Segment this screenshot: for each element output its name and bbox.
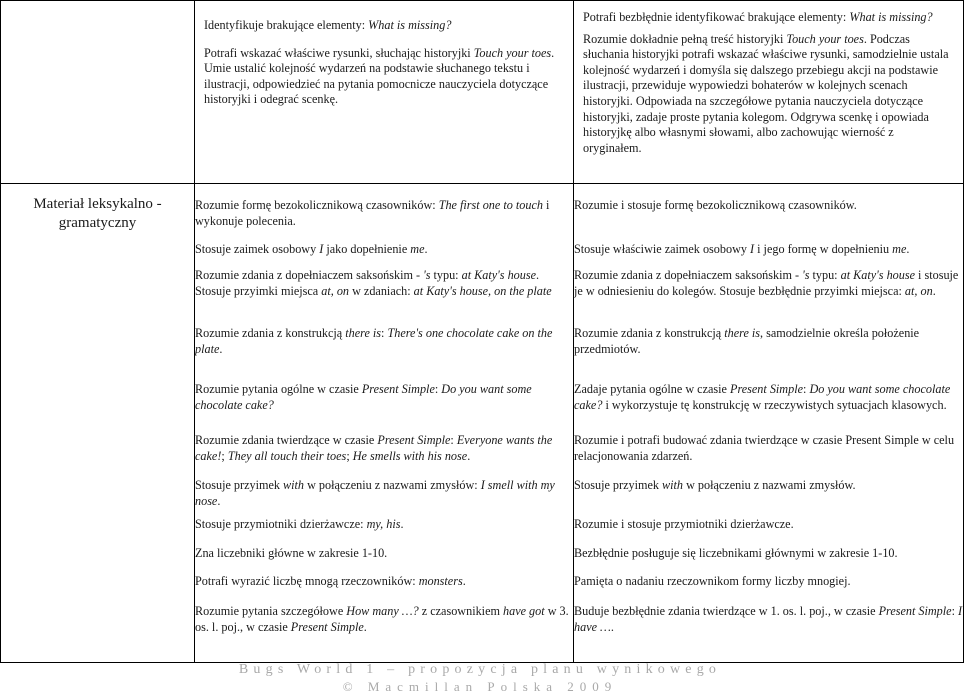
text-fragment: w 3. os. l. poj., w czasie [195, 604, 569, 634]
text-fragment: Stosuje przyimek [195, 478, 284, 492]
text-fragment: . [400, 517, 404, 531]
italic-phrase: He smells with his nose [352, 448, 468, 463]
text-fragment: . [932, 283, 936, 298]
text-fragment: i stosuje je w odniesieniu do kolegów. Stosuje bezbłędnie przyimki miejsca: [574, 268, 959, 298]
text-fragment: Zadaje pytania ogólne w czasie [574, 382, 730, 396]
text-fragment: Rozumie i stosuje formę bezokolicznikową czasowników. [574, 198, 857, 212]
text-fragment: . [906, 242, 910, 256]
text-fragment: jako dopełnienie [323, 242, 411, 256]
grammar-item-extended [574, 198, 963, 214]
italic-phrase: Present Simple [878, 604, 952, 618]
grammar-item-basic [195, 326, 573, 357]
grammar-item-basic [195, 604, 573, 635]
grammar-item-extended [574, 604, 963, 635]
italic-phrase: with [662, 478, 684, 492]
italic-phrase: Touch your toes [473, 45, 552, 60]
italic-phrase: Present Simple [290, 619, 364, 634]
requirements-basic-cell [195, 1, 574, 184]
text-fragment: Rozumie pytania ogólne w czasie [195, 382, 362, 396]
grammar-item-basic [195, 433, 573, 464]
text-fragment: . [467, 448, 471, 463]
text-fragment: . Stosuje przyimki miejsca [195, 268, 540, 298]
text-fragment: : [450, 433, 457, 447]
text-fragment: : [803, 382, 810, 396]
text-fragment: Rozumie zdania z konstrukcją [574, 326, 725, 340]
grammar-item-basic [195, 574, 573, 590]
text-block [583, 32, 953, 157]
italic-phrase: How many …? [346, 604, 419, 618]
text-fragment: . [363, 619, 367, 634]
italic-phrase: at Katy's house, on the plate [413, 283, 552, 298]
text-block [583, 10, 953, 26]
text-fragment: Rozumie formę bezokolicznikową czasowników: [195, 198, 439, 212]
italic-phrase: monsters [418, 574, 463, 588]
text-fragment: Rozumie zdania twierdzące w czasie [195, 433, 378, 447]
italic-phrase: I have … [574, 604, 963, 634]
text-fragment: Rozumie dokładnie pełną treść historyjki [583, 31, 787, 46]
text-fragment: i wykonuje polecenia. [195, 198, 550, 228]
italic-phrase: me [410, 242, 425, 256]
italic-phrase: They all touch their toes [227, 448, 347, 463]
grammar-item-extended [574, 242, 963, 258]
italic-phrase: Everyone wants the cake! [195, 433, 553, 463]
text-fragment: : [381, 326, 388, 340]
italic-phrase: What is missing? [849, 10, 933, 24]
text-fragment: . Umie ustalić kolejność wydarzeń na podstawie słuchanego tekstu i ilustracji, odpowiedzieć na pytania pomocnicze nauczyciela dotyczące historyjki i odegrać scenkę. [204, 45, 555, 107]
text-fragment: . Podczas słuchania historyjki potrafi wskazać właściwe rysunki, samodzielnie ustala kolejność wydarzeń i domyśla się dalszego przebiegu akcji na podstawie ilustracji, przewiduje wypowiedzi bohaterów w kolejnych scenach historyjki. Odpowiada na szczegółowe pytania nauczyciela dotyczące historyjki, zadaje proste pytania kolegom. Odgrywa scenkę i opowiada historyjkę albo własnymi słowami, albo zachowując wierność z oryginałem. [583, 31, 949, 155]
text-fragment: i jego formę w dopełnieniu [754, 242, 893, 256]
text-fragment: z czasownikiem [418, 604, 503, 618]
grammar-item-extended [574, 546, 963, 562]
grammar-item-extended [574, 517, 963, 533]
italic-phrase: at, on [904, 283, 933, 298]
text-fragment: Bezbłędnie posługuje się liczebnikami głównymi w zakresie 1-10. [574, 546, 898, 560]
italic-phrase: at, on [321, 283, 350, 298]
grammar-item-extended [574, 478, 963, 494]
grammar-item-basic [195, 546, 573, 562]
text-fragment: Potrafi bezbłędnie identyfikować brakujące elementy: [583, 10, 850, 24]
text-fragment: Pamięta o nadaniu rzeczownikom formy liczby mnogiej. [574, 574, 851, 588]
requirements-basic-cell [195, 184, 574, 663]
italic-phrase: with [283, 478, 305, 492]
grammar-item-basic [195, 517, 573, 533]
italic-phrase: 's [423, 268, 431, 282]
text-fragment: Buduje bezbłędnie zdania twierdzące w 1. os. l. poj., w czasie [574, 604, 879, 618]
italic-phrase: The first one to touch [438, 198, 543, 212]
italic-phrase: me [892, 242, 907, 256]
text-fragment: w połączeniu z nazwami zmysłów. [683, 478, 856, 492]
text-fragment: Stosuje właściwie zaimek osobowy [574, 242, 751, 256]
grammar-item-basic [195, 198, 573, 229]
text-fragment: , samodzielnie określa położenie przedmiotów. [574, 326, 920, 356]
text-fragment: Potrafi wyrazić liczbę mnogą rzeczowników: [195, 574, 419, 588]
italic-phrase: Do you want some chocolate cake? [574, 382, 951, 412]
text-fragment: Stosuje przymiotniki dzierżawcze: [195, 517, 367, 531]
italic-phrase: Present Simple [730, 382, 803, 396]
text-fragment: Rozumie zdania z konstrukcją [195, 326, 346, 340]
italic-phrase: I [750, 242, 755, 256]
text-block [204, 18, 563, 34]
text-fragment: . [610, 619, 614, 634]
italic-phrase: What is missing? [368, 18, 452, 32]
italic-phrase: Do you want some chocolate cake? [195, 382, 532, 412]
category-cell-empty [1, 1, 195, 184]
italic-phrase: I [319, 242, 324, 256]
text-fragment: Rozumie zdania z dopełniaczem saksońskim - [195, 268, 424, 282]
text-fragment: Stosuje zaimek osobowy [195, 242, 320, 256]
text-block [204, 46, 563, 108]
italic-phrase: Touch your toes [786, 31, 864, 46]
text-fragment: : [434, 382, 442, 396]
text-fragment: typu: [430, 268, 462, 282]
italic-phrase: There's one chocolate cake on the plate [195, 326, 553, 356]
grammar-item-extended [574, 268, 963, 299]
text-fragment: . [424, 242, 428, 256]
italic-phrase: Present Simple [361, 382, 435, 396]
requirements-extended-cell [574, 184, 964, 663]
text-fragment: ; [221, 448, 228, 463]
text-fragment: Rozumie pytania szczegółowe [195, 604, 347, 618]
text-fragment: : [951, 604, 959, 618]
italic-phrase: 's [802, 268, 810, 282]
text-fragment: w zdaniach: [349, 283, 414, 298]
requirements-extended-cell [574, 1, 964, 184]
italic-phrase: there is [345, 326, 382, 340]
text-fragment: . [217, 493, 221, 508]
table-row [1, 184, 964, 663]
footer-copyright: © Macmillan Polska 2009 [342, 679, 618, 694]
text-fragment: Zna liczebniki główne w zakresie 1-10. [195, 546, 388, 560]
grammar-item-basic [195, 478, 573, 509]
grammar-item-extended [574, 382, 963, 413]
text-fragment: Rozumie i stosuje przymiotniki dzierżawcze. [574, 517, 794, 531]
category-label: Materiał leksykalno - gramatyczny [33, 196, 162, 231]
italic-phrase: Present Simple [377, 433, 451, 447]
italic-phrase: there is [724, 326, 761, 340]
footer-title: Bugs World 1 – propozycja planu wynikowego [238, 662, 722, 677]
italic-phrase: at Katy's house [461, 268, 536, 282]
text-fragment: typu: [809, 268, 841, 282]
grammar-item-basic [195, 268, 573, 299]
text-fragment: i wykorzystuje tę konstrukcję w rzeczywistych sytuacjach klasowych. [602, 397, 947, 412]
text-fragment: . [219, 341, 223, 356]
text-fragment: Stosuje przyimek [574, 478, 663, 492]
grammar-item-basic [195, 242, 573, 258]
text-fragment: Potrafi wskazać właściwe rysunki, słuchając historyjki [204, 45, 474, 60]
grammar-item-basic [195, 382, 573, 413]
text-fragment: Rozumie i potrafi budować zdania twierdzące w czasie Present Simple w celu relacjonowania zdarzeń. [574, 433, 955, 463]
grammar-item-extended [574, 574, 963, 590]
text-fragment: . [462, 574, 466, 588]
table-row [1, 1, 964, 184]
italic-phrase: my, his [366, 517, 401, 531]
text-fragment: Identyfikuje brakujące elementy: [204, 18, 369, 32]
italic-phrase: I smell with my nose [195, 478, 555, 508]
italic-phrase: have got [503, 604, 545, 618]
grammar-item-extended [574, 326, 963, 357]
italic-phrase: at Katy's house [840, 268, 915, 282]
text-fragment: ; [346, 448, 353, 463]
text-fragment: w połączeniu z nazwami zmysłów: [304, 478, 481, 492]
text-fragment: Rozumie zdania z dopełniaczem saksońskim - [574, 268, 803, 282]
grammar-item-extended [574, 433, 963, 464]
category-cell [1, 184, 195, 663]
